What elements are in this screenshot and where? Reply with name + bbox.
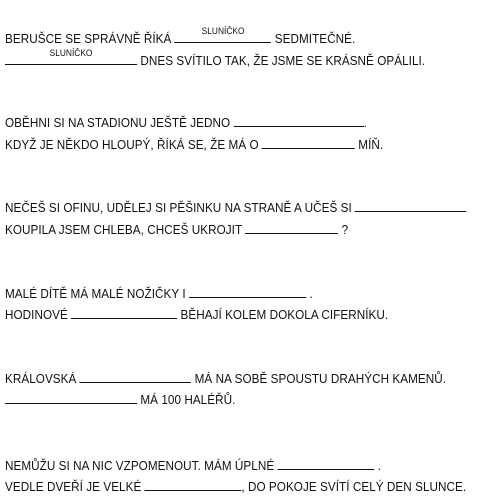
sentence-line: [5, 28, 355, 47]
sentence-text-after: MÁ 100 HALÉŘŮ.: [140, 393, 236, 407]
answer-blank[interactable]: [262, 134, 355, 149]
sentence-line: [5, 219, 348, 238]
answer-blank[interactable]: [71, 304, 177, 319]
answer-text: SLUNÍČKO: [201, 26, 245, 36]
sentence-line: [5, 197, 467, 216]
sentence-line: [5, 112, 367, 131]
sentence-line: [5, 50, 425, 69]
sentence-line: [5, 134, 383, 153]
sentence-line: [5, 389, 235, 408]
sentence-text-after: DNES SVÍTILO TAK, ŽE JSME SE KRÁSNĚ OPÁLILI.: [140, 54, 426, 68]
answer-blank[interactable]: [355, 197, 467, 212]
sentence-text-before: OBĚHNI SI NA STADIONU JEŠTĚ JEDNO: [5, 116, 231, 130]
sentence-text-before: BERUŠCE SE SPRÁVNĚ ŘÍKÁ: [5, 32, 172, 46]
answer-blank[interactable]: [80, 368, 192, 383]
sentence-text-before: MALÉ DÍTĚ MÁ MALÉ NOŽIČKY I: [5, 287, 186, 301]
sentence-line: [5, 455, 381, 474]
answer-blank[interactable]: [245, 219, 338, 234]
sentence-line: [5, 476, 466, 495]
answer-blank[interactable]: [234, 112, 364, 127]
answer-blank[interactable]: [145, 476, 242, 491]
sentence-line: [5, 368, 446, 387]
answer-blank[interactable]: [175, 28, 272, 43]
sentence-text-before: HODINOVÉ: [5, 308, 68, 322]
sentence-text-before: KRÁLOVSKÁ: [5, 372, 77, 386]
sentence-text-after: , DO POKOJE SVÍTÍ CELÝ DEN SLUNCE.: [241, 480, 467, 494]
sentence-line: [5, 283, 313, 302]
answer-blank[interactable]: [278, 455, 375, 470]
sentence-text-after: MÍŇ.: [358, 138, 384, 152]
sentence-line: [5, 304, 388, 323]
sentence-text-before: NEMŮŽU SI NA NIC VZPOMENOUT. MÁM ÚPLNÉ: [5, 459, 275, 473]
sentence-text-after: ?: [341, 223, 349, 237]
sentence-text-before: NEČEŠ SI OFINU, UDĚLEJ SI PĚŠINKU NA STRANĚ A UČEŠ SI: [5, 201, 352, 215]
sentence-text-after: .: [309, 287, 313, 301]
answer-blank[interactable]: [5, 50, 137, 65]
answer-blank[interactable]: [5, 389, 137, 404]
sentence-text-after: MÁ NA SOBĚ SPOUSTU DRAHÝCH KAMENŮ.: [194, 372, 447, 386]
answer-blank[interactable]: [189, 283, 306, 298]
sentence-text-before: VEDLE DVEŘÍ JE VELKÉ: [5, 480, 142, 494]
answer-text: SLUNÍČKO: [49, 48, 93, 58]
sentence-text-after: .: [377, 459, 381, 473]
sentence-text-before: KOUPILA JSEM CHLEBA, CHCEŠ UKROJIT: [5, 223, 242, 237]
sentence-text-after: BĚHAJÍ KOLEM DOKOLA CIFERNÍKU.: [180, 308, 389, 322]
sentence-text-after: .: [363, 116, 368, 130]
sentence-text-after: SEDMITEČNÉ.: [274, 32, 356, 46]
sentence-text-before: KDYŽ JE NĚKDO HLOUPÝ, ŘÍKÁ SE, ŽE MÁ O: [5, 138, 259, 152]
